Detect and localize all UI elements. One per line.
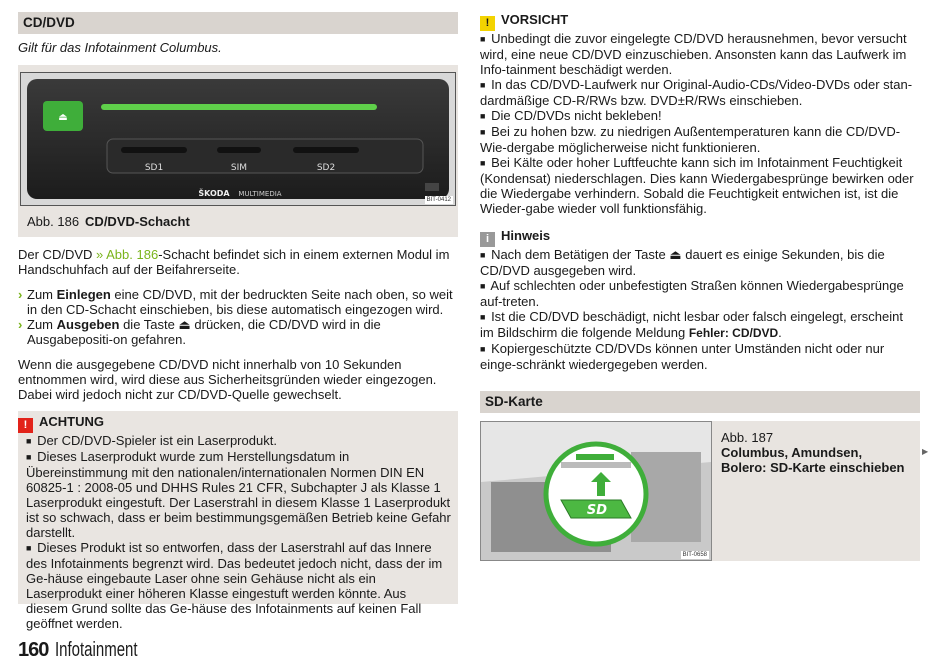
vorsicht-body [480,31,920,216]
svg-text:⏏: ⏏ [58,112,68,123]
hinweis-item: ■ Auf schlechten oder unbefestigten Straßen können Wiedergabesprünge auf-treten. [480,278,904,309]
auto-retract-note: Wenn die ausgegebene CD/DVD nicht innerhalb von 10 Sekunden entnommen wird, wird diese aus Sicherheitsgründen wieder eingezogen. Dabei wird jedoch nicht zur CD/DVD-Quelle gewechselt. [18,357,437,402]
figure-187 [480,421,920,561]
instruction-steps [18,287,458,347]
figure-title: CD/DVD-Schacht [85,214,190,229]
continue-arrow-icon: ▶ [922,447,929,456]
sd2-label: SD2 [316,163,336,173]
step-eject: › Zum Ausgeben die Taste ⏏ drücken, die CD/DVD wird in die Ausgabepositi-on gefahren. [18,317,381,347]
sd-card-insert-image [480,421,712,561]
sim-label: SIM [230,163,248,173]
achtung-item: ■ Dieses Laserprodukt wurde zum Herstellungsdatum in Übereinstimmung mit den nationalen/internationalen Normen DIN EN 60825-1 : 2008-05 und DHHS Rules 21 CFR, Subchapter J als Klasse 1 Laserprodukt eingestuft. Der Laserstrahl in diesem Klasse 1 Laserprodukt ist so schwach, dass er beim bestimmungsgemäßen Betrieb keine Gefahr darstellt. [26,449,451,540]
vorsicht-box [480,12,920,216]
vorsicht-item: ■ Bei Kälte oder hoher Luftfeuchte kann sich im Infotainment Feuchtigkeit (Kondensat) niederschlagen. Dies kann Wiedergabesprünge bewirken oder die Wiedergabe verhindern. Sobald die Feuchtigkeit entwichen ist, ist die Wieder-gabe wieder voll funktionsfähig. [480,155,914,216]
achtung-item: ■ Dieses Produkt ist so entworfen, dass der Laserstrahl auf das Innere des Infotainments begrenzt wird. Das bedeutet jedoch nicht, dass der im Ge-häuse eingebaute Laser ohne sein Gehäuse nicht als ein Laserprodukt einer höheren Klasse eingestuft werden könnte. Aus diesem Grund sollte das Ge-häuse des Infotainments auf keinen Fall geöffnet werden. [26,540,443,631]
vorsicht-item: ■ In das CD/DVD-Laufwerk nur Original-Audio-CDs/Video-DVDs oder stan-dardmäßige CD-R/RWs bzw. DVD±R/RWs einschieben. [480,77,913,108]
vorsicht-item: ■ Die CD/DVDs nicht bekleben! [480,108,662,123]
vorsicht-item: ■ Unbedingt die zuvor eingelegte CD/DVD herausnehmen, bevor versucht wird, eine neue CD/DVD einzuschieben. Ansonsten kann das Laufwerk im Info-tainment beschädigt werden. [480,31,907,77]
page-number: 160 [18,639,49,661]
figure-number: Abb. 187 [721,430,774,445]
hinweis-heading: i Hinweis [480,228,920,247]
right-column [480,12,920,561]
sd1-label: SD1 [144,163,164,173]
step-arrow-icon: › [18,317,23,332]
skoda-logo-text: ŠKODA [198,189,230,198]
chapter-title: Infotainment [55,639,138,661]
sd-card-label: SD [586,503,608,518]
hinweis-box [480,228,920,372]
figure-186 [18,65,458,237]
warning-icon: ! [18,418,33,433]
step-insert: › Zum Einlegen eine CD/DVD, mit der bedruckten Seite nach oben, so weit in den CD-Schacht einschieben, bis diese automatisch eingezogen wird. [18,287,453,317]
figure-caption [20,214,456,229]
section-title-sd-karte: SD-Karte [480,391,920,413]
hinweis-item: ■ Ist die CD/DVD beschädigt, nicht lesbar oder falsch eingelegt, erscheint im Bildschirm die folgende Meldung Fehler: CD/DVD. [480,309,903,340]
multimedia-text: MULTIMEDIA [238,190,282,198]
section-title-cd-dvd: CD/DVD [18,12,458,34]
info-icon: i [480,232,495,247]
vorsicht-heading: ! VORSICHT [480,12,920,31]
applicability-note: Gilt für das Infotainment Columbus. [18,40,222,55]
achtung-box [18,411,458,631]
figure-number: Abb. 186 [27,214,80,229]
achtung-item: ■ Der CD/DVD-Spieler ist ein Laserprodukt. [26,433,277,448]
vorsicht-item: ■ Bei zu hohen bzw. zu niedrigen Außentemperaturen kann die CD/DVD-Wie-dergabe möglicherweise nicht funktionieren. [480,124,901,155]
left-column [18,12,458,631]
figure-caption [721,430,911,475]
cd-dvd-slot-image [20,72,456,206]
step-arrow-icon: › [18,287,23,302]
intro-paragraph: Der CD/DVD » Abb. 186-Schacht befindet sich in einem externen Modul im Handschuhfach auf der Beifahrerseite. [18,247,450,277]
figure-reference-link[interactable]: » Abb. 186 [96,247,159,262]
figure-title: Columbus, Amundsen, Bolero: SD-Karte einschieben [721,445,905,475]
hinweis-body [480,247,920,372]
error-message-text: Fehler: CD/DVD [688,326,779,340]
achtung-body [18,433,451,631]
achtung-heading: ! ACHTUNG [18,414,451,433]
caution-icon: ! [480,16,495,31]
figure-code: BIT-0658 [682,552,707,558]
hinweis-item: ■ Kopiergeschützte CD/DVDs können unter Umständen nicht oder nur einge-schränkt wiedergegeben werden. [480,341,885,372]
figure-code: BIT-0412 [426,197,451,203]
hinweis-item: ■ Nach dem Betätigen der Taste ⏏ dauert es einige Sekunden, bis die CD/DVD ausgegeben wird. [480,247,885,278]
